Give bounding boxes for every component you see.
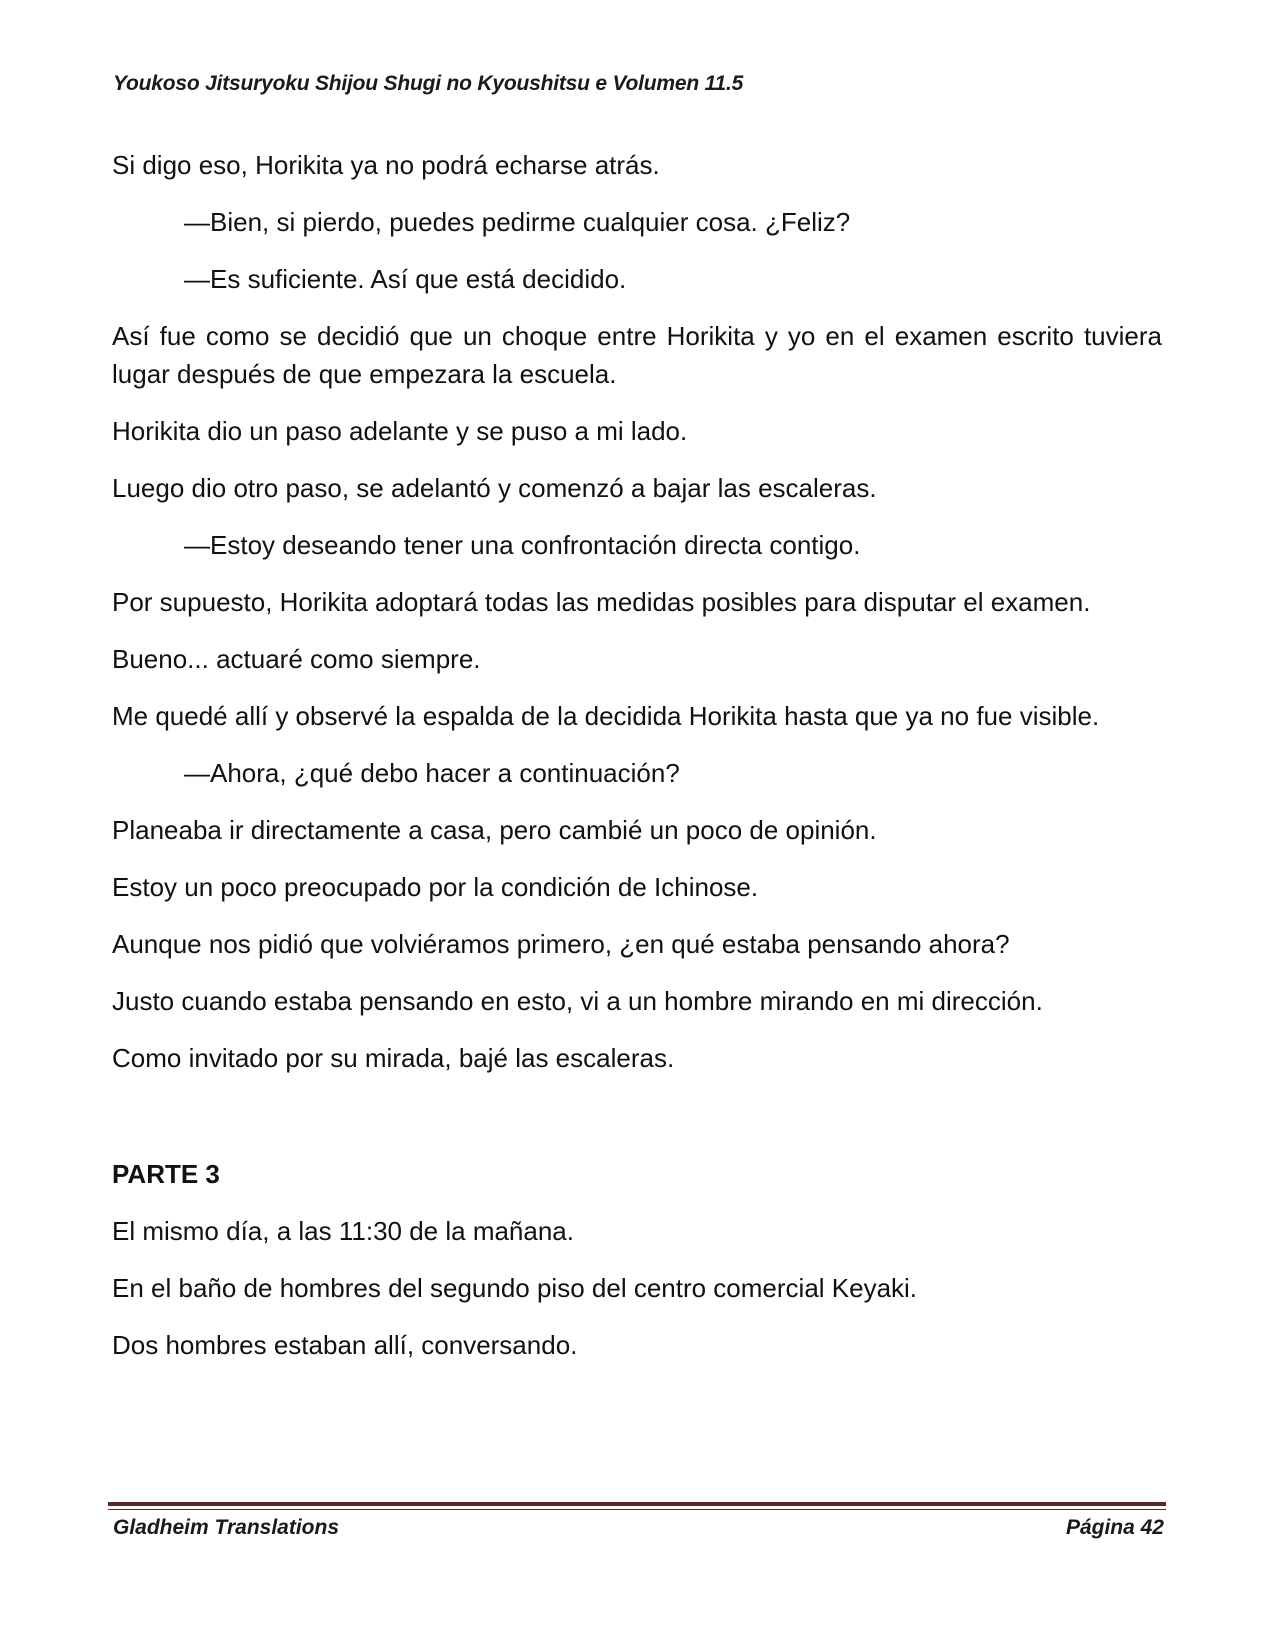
page-number: Página 42 [1065, 1516, 1164, 1539]
paragraph-6: Bueno... actuaré como siempre. [112, 644, 481, 674]
paragraph-4: Luego dio otro paso, se adelantó y comenzó a bajar las escaleras. [112, 473, 877, 503]
dialogue-1: —Bien, si pierdo, puedes pedirme cualquier cosa. ¿Feliz? [184, 207, 851, 237]
dialogue-3: —Estoy deseando tener una confrontación directa contigo. [184, 530, 861, 560]
section-paragraph-3: Dos hombres estaban allí, conversando. [112, 1330, 578, 1360]
dialogue-2: —Es suficiente. Así que está decidido. [184, 264, 627, 294]
paragraph-8: Planeaba ir directamente a casa, pero cambié un poco de opinión. [112, 815, 877, 845]
section-heading: PARTE 3 [112, 1159, 220, 1189]
footer-divider-thick [108, 1502, 1166, 1506]
paragraph-11: Justo cuando estaba pensando en esto, vi a un hombre mirando en mi dirección. [112, 986, 1043, 1016]
paragraph-5: Por supuesto, Horikita adoptará todas las medidas posibles para disputar el examen. [112, 587, 1091, 617]
footer-credit: Gladheim Translations [113, 1516, 340, 1539]
page-header-title: Youkoso Jitsuryoku Shijou Shugi no Kyoushitsu e Volumen 11.5 [113, 72, 744, 95]
paragraph-7: Me quedé allí y observé la espalda de la decidida Horikita hasta que ya no fue visible. [112, 701, 1100, 731]
section-paragraph-2: En el baño de hombres del segundo piso del centro comercial Keyaki. [112, 1273, 918, 1303]
dialogue-4: —Ahora, ¿qué debo hacer a continuación? [184, 758, 680, 788]
paragraph-12: Como invitado por su mirada, bajé las escaleras. [112, 1043, 675, 1073]
paragraph-9: Estoy un poco preocupado por la condición de Ichinose. [112, 872, 759, 902]
paragraph-1: Si digo eso, Horikita ya no podrá echarse atrás. [112, 150, 660, 180]
paragraph-2: Así fue como se decidió que un choque entre Horikita y yo en el examen escrito tuviera lugar después de que empezara la escuela. [112, 321, 1162, 389]
section-paragraph-1: El mismo día, a las 11:30 de la mañana. [112, 1216, 574, 1246]
paragraph-3: Horikita dio un paso adelante y se puso a mi lado. [112, 416, 688, 446]
document-body [112, 146, 1162, 1383]
footer-divider-thin [108, 1509, 1166, 1510]
paragraph-10: Aunque nos pidió que volviéramos primero, ¿en qué estaba pensando ahora? [112, 929, 1010, 959]
